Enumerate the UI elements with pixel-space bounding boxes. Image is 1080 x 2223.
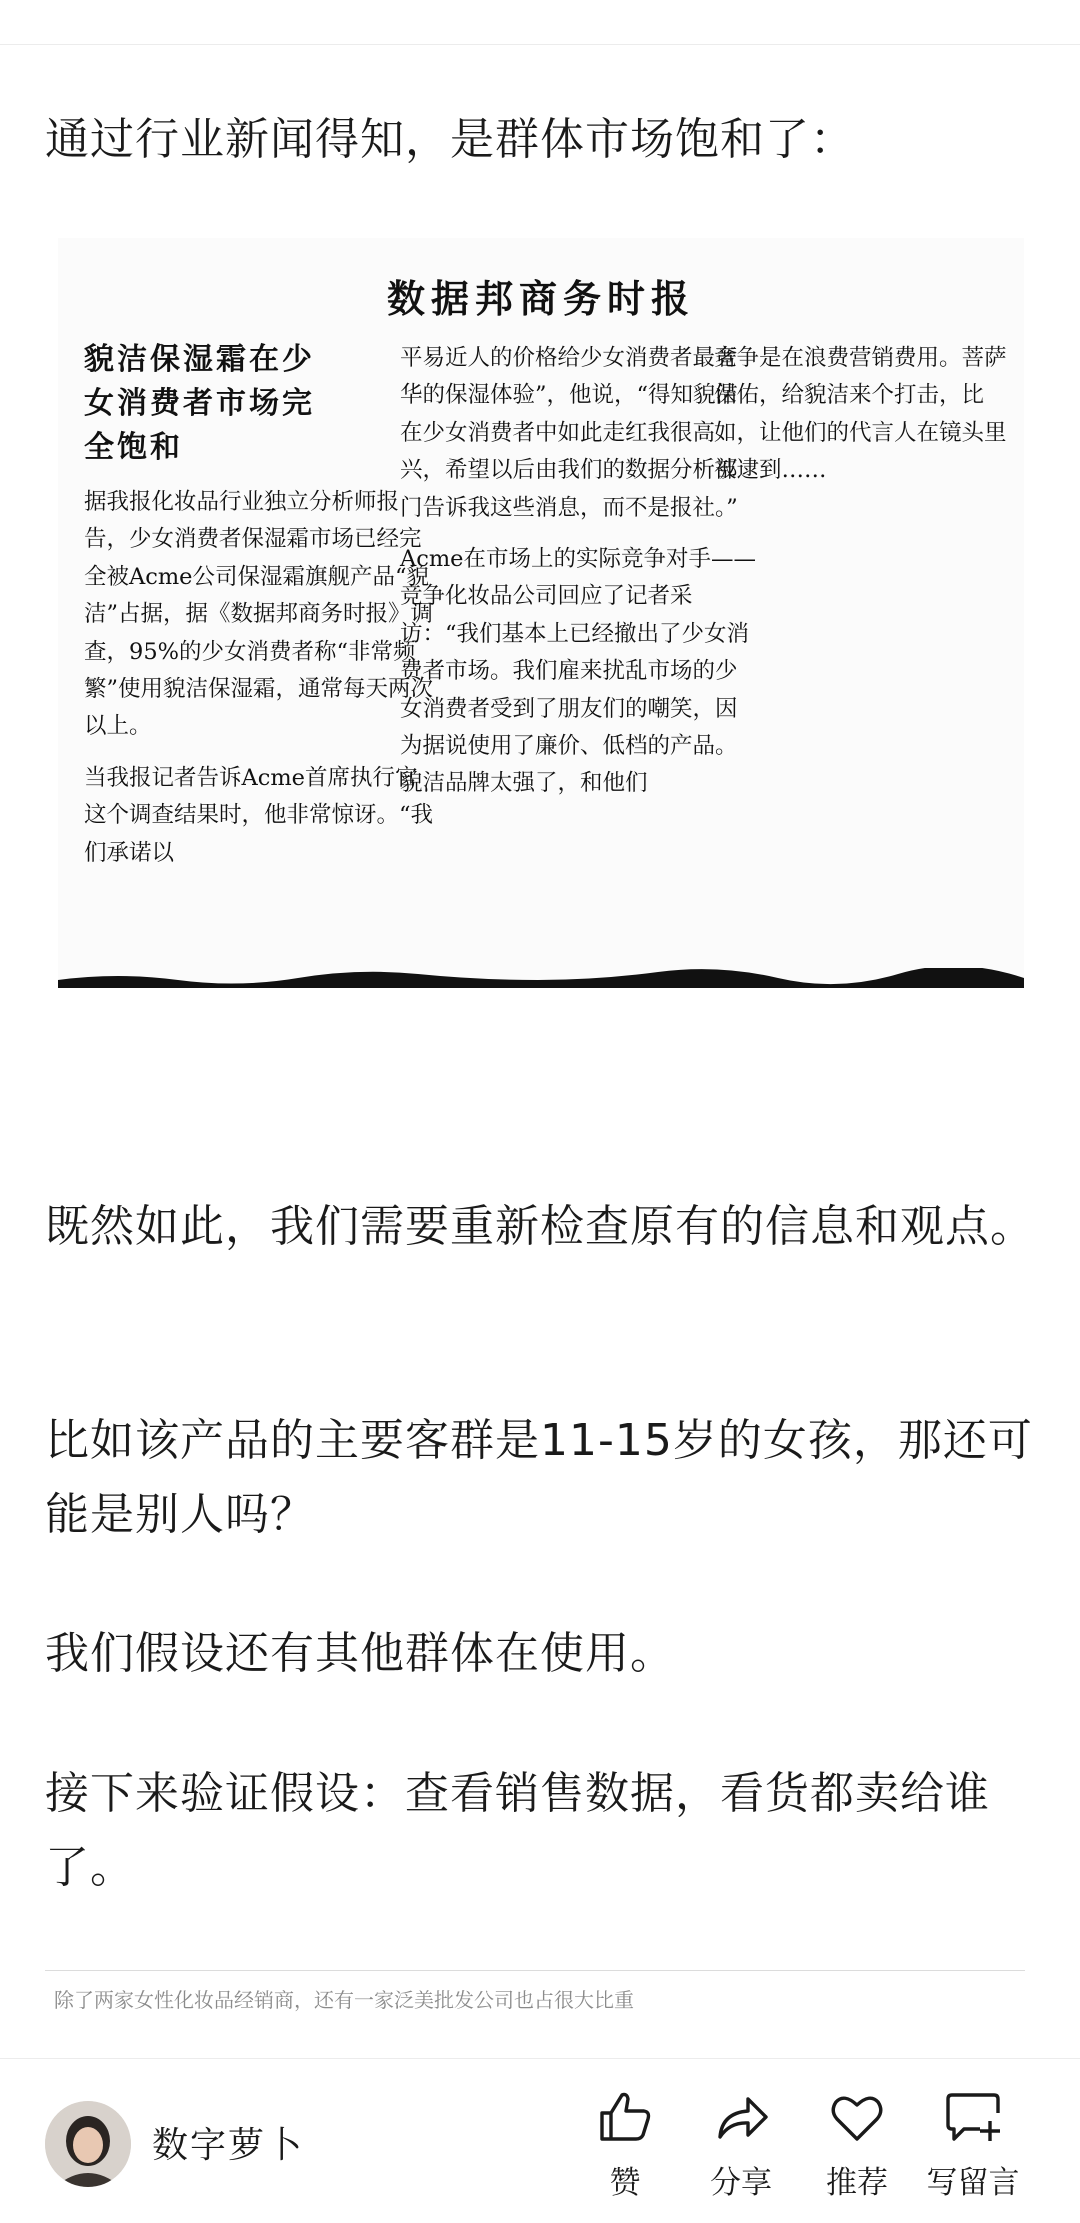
share-button[interactable] xyxy=(686,2089,796,2202)
newspaper-col1-paragraph-2: 当我报记者告诉Acme首席执行官这个调查结果时，他非常惊讶。“我们承诺以 xyxy=(84,764,434,866)
newspaper-column-2 xyxy=(400,340,758,817)
torn-edge xyxy=(58,968,1024,988)
newspaper-col3-paragraph-1: 竞争是在浪费营销费用。菩萨保佑，给貌洁来个打击，比如，让他们的代言人在镜头里被逮到…… xyxy=(714,345,1007,484)
paragraph-verify: 接下来验证假设：查看销售数据，看货都卖给谁了。 xyxy=(45,1768,990,1893)
thumbs-up-icon xyxy=(596,2089,654,2145)
recommend-label: 推荐 xyxy=(826,2165,888,2201)
paragraph-recheck: 既然如此，我们需要重新检查原有的信息和观点。 xyxy=(45,1201,1035,1252)
newspaper-column-1 xyxy=(84,338,434,886)
newspaper-image[interactable] xyxy=(58,238,1024,988)
comment-button[interactable] xyxy=(918,2089,1028,2202)
newspaper-col2-paragraph-2: Acme在市场上的实际竞争对手——竞争化妆品公司回应了记者采访：“我们基本上已经撤出了少女消费者市场。我们雇来扰乱市场的少女消费者受到了朋友们的嘲笑，因为据说使用了廉价、低档的产品。貌洁品牌太强了，和他们 xyxy=(400,546,757,797)
newspaper-headline: 貌洁保湿霜在少女消费者市场完全饱和 xyxy=(84,342,315,465)
paragraph-customer-group: 比如该产品的主要客群是11-15岁的女孩，那还可能是别人吗？ xyxy=(45,1415,1033,1540)
bottom-action-bar xyxy=(0,2058,1080,2223)
caption-divider xyxy=(45,1970,1025,1971)
newspaper-col1-paragraph-1: 据我报化妆品行业独立分析师报告，少女消费者保湿霜市场已经完全被Acme公司保湿霜旗舰产品“貌洁”占据，据《数据邦商务时报》调查，95%的少女消费者称“非常频繁”使用貌洁保湿霜，通常每天两次以上。 xyxy=(84,489,434,740)
top-bar xyxy=(0,0,1080,45)
recommend-button[interactable] xyxy=(802,2089,912,2202)
avatar-photo-icon xyxy=(45,2101,131,2187)
paragraph-hypothesis: 我们假设还有其他群体在使用。 xyxy=(45,1628,675,1679)
author-name[interactable]: 数字萝卜 xyxy=(152,2125,305,2166)
like-label: 赞 xyxy=(609,2165,641,2201)
newspaper-column-3 xyxy=(714,340,1014,504)
like-button[interactable] xyxy=(570,2089,680,2202)
newspaper-masthead: 数据邦商务时报 xyxy=(386,276,695,321)
paragraph-intro: 通过行业新闻得知，是群体市场饱和了： xyxy=(45,114,855,165)
heart-icon xyxy=(828,2089,886,2145)
newspaper-col2-paragraph-1: 平易近人的价格给少女消费者最奢华的保湿体验”，他说，“得知貌洁在少女消费者中如此走红我很高兴，希望以后由我们的数据分析部门告诉我这些消息，而不是报社。” xyxy=(400,345,739,521)
author-avatar[interactable] xyxy=(45,2101,131,2187)
comment-label: 写留言 xyxy=(926,2165,1020,2201)
comment-plus-icon xyxy=(944,2089,1002,2145)
share-arrow-icon xyxy=(712,2089,770,2145)
share-label: 分享 xyxy=(710,2165,772,2201)
image-caption: 除了两家女性化妆品经销商，还有一家泛美批发公司也占很大比重 xyxy=(54,1988,634,2012)
